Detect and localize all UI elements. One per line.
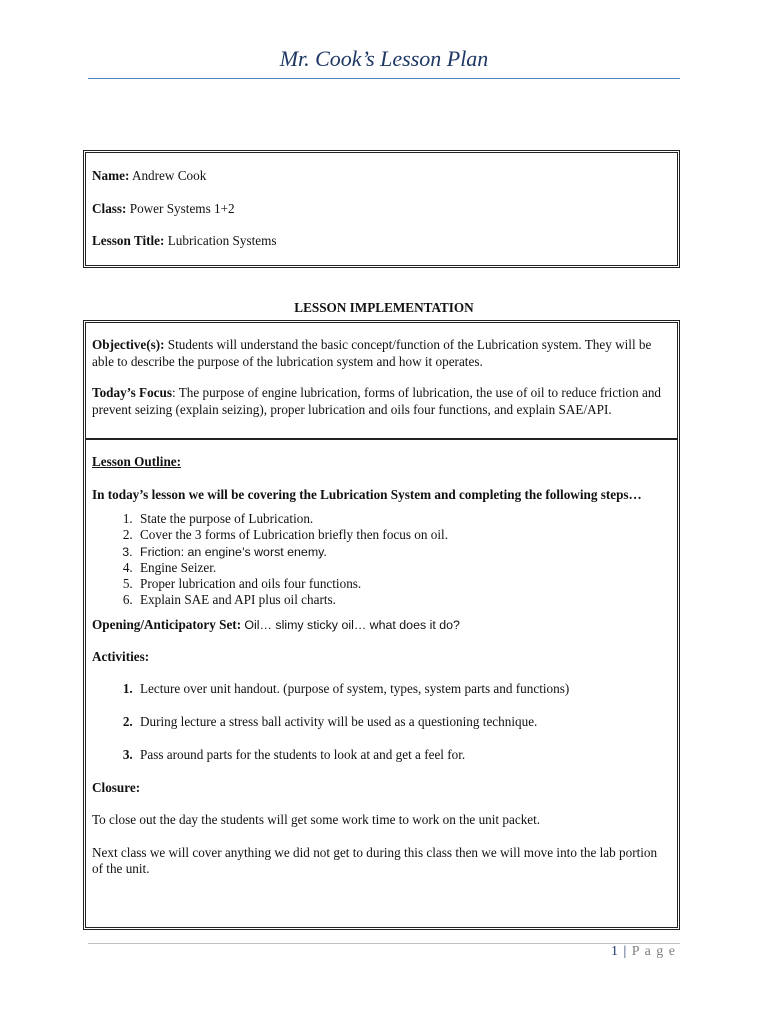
list-item: 6. Explain SAE and API plus oil charts. xyxy=(136,592,671,608)
list-item: 3. Pass around parts for the students to look at and get a feel for. xyxy=(136,747,671,764)
focus-label: Today’s Focus xyxy=(92,385,172,400)
name-value: Andrew Cook xyxy=(131,168,207,183)
steps-list xyxy=(92,511,671,609)
focus-paragraph xyxy=(92,385,671,418)
focus-text: : The purpose of engine lubrication, forms of lubrication, the use of oil to reduce friction and prevent seizing (explain seizing), proper lubrication and oils four functions, and explain SAE/API. xyxy=(92,385,662,417)
list-item: 3. Friction: an engine’s worst enemy. xyxy=(136,544,671,560)
implementation-box xyxy=(83,320,680,930)
opening-text: Oil… slimy sticky oil… what does it do? xyxy=(244,617,460,632)
opening-label: Opening/Anticipatory Set: xyxy=(92,616,242,632)
page-title: Mr. Cook’s Lesson Plan xyxy=(279,46,489,71)
list-item: 4. Engine Seizer. xyxy=(136,560,671,576)
section-title: LESSON IMPLEMENTATION xyxy=(294,300,474,315)
class-value: Power Systems 1+2 xyxy=(129,200,235,216)
page-footer xyxy=(611,944,676,960)
lesson-title-line xyxy=(92,233,671,249)
list-item: 2. Cover the 3 forms of Lubrication briefly then focus on oil. xyxy=(136,527,671,543)
activities-label: Activities: xyxy=(92,649,150,665)
info-box xyxy=(83,150,680,268)
outline-label: Lesson Outline: xyxy=(92,454,182,469)
objectives-paragraph xyxy=(92,337,671,370)
name-line xyxy=(92,168,671,184)
page-label: P a g e xyxy=(631,944,676,959)
closure-label: Closure: xyxy=(92,779,141,795)
page-number: 1 xyxy=(610,944,619,959)
outline-intro: In today’s lesson we will be covering the Lubrication System and completing the following steps… xyxy=(92,486,642,502)
list-item: 5. Proper lubrication and oils four functions. xyxy=(136,576,671,592)
page-separator: | xyxy=(618,944,632,959)
objectives-text: Students will understand the basic concept/function of the Lubrication system. They will be able to describe the purpose of the lubrication system and how it operates. xyxy=(92,337,652,369)
list-item: 2. During lecture a stress ball activity will be used as a questioning technique. xyxy=(136,714,671,731)
activities-list xyxy=(92,681,671,764)
objectives-label: Objective(s): xyxy=(92,337,165,352)
class-line xyxy=(92,201,671,217)
outline-cell xyxy=(86,440,677,878)
class-label: Class: xyxy=(92,200,127,216)
list-item: 1. Lecture over unit handout. (purpose of system, types, system parts and functions) xyxy=(136,681,671,698)
lesson-title-value: Lubrication Systems xyxy=(167,233,277,248)
name-label: Name: xyxy=(92,168,130,183)
closure-paragraph-2: Next class we will cover anything we did not get to during this class then we will move into the lab portion of the unit. xyxy=(92,844,658,877)
lesson-title-label: Lesson Title: xyxy=(92,233,165,248)
opening-paragraph xyxy=(92,617,671,634)
objectives-cell xyxy=(86,323,677,440)
footer-divider xyxy=(88,943,680,944)
header-divider xyxy=(88,78,680,79)
list-item: 1. State the purpose of Lubrication. xyxy=(136,511,671,527)
closure-paragraph-1: To close out the day the students will get some work time to work on the unit packet. xyxy=(92,812,541,828)
